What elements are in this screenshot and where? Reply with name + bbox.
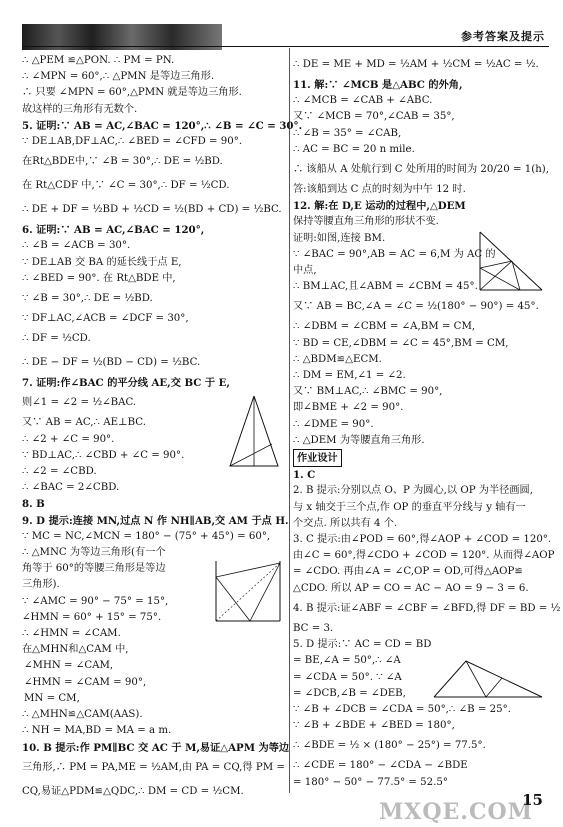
text-line: ∴ DF = ½CD. <box>22 333 91 345</box>
text-line: ∴ AC = BC = 20 n mile. <box>293 143 415 155</box>
text-line: 三角形). <box>22 579 60 591</box>
text-line: 又∵ AB = AC,∴ AE⊥BC. <box>22 417 146 429</box>
header-title: 参考答案及提示 <box>461 30 545 43</box>
text-line: ∴ ∠B = ∠ACB = 30°. <box>22 240 131 252</box>
text-line: ∵ ∠B + ∠BDE + ∠BED = 180°, <box>293 720 455 732</box>
text-line: = ∠CDO. 再由∠A = ∠C,OP = OD,可得△AOP≌ <box>293 566 523 578</box>
text-line: ∵ DE⊥AB 交 BA 的延长线于点 E, <box>22 256 182 268</box>
text-line: ∴ ∠BED = 90°. 在 Rt△BDE 中, <box>22 272 176 284</box>
text-line: = BE,∠A = 50°,∴ ∠A <box>293 655 401 667</box>
text-line: 三角形,∴ PM = PA,ME = ½AM,由 PA = CQ,得 PM = <box>22 761 285 773</box>
text-line: ∴ ∠B = 35° = ∠CAB, <box>293 127 402 139</box>
text-line: 又∵ ∠MCB = 70°,∠CAB = 35°, <box>293 111 455 123</box>
text-line: ∵ BD = CE,∠DBM = ∠C = 45°,BM = CM, <box>293 337 509 349</box>
text-line: ∴ ∠HMN = ∠CAM. <box>22 628 121 640</box>
text-line: = ∠DCB,∠B = ∠DEB, <box>293 687 406 699</box>
page-header <box>0 0 563 42</box>
text-line: 又∵ AB = BC,∠A = ∠C = ½(180° − 90°) = 45°. <box>293 301 539 313</box>
text-line: ∵ ∠B = 30°,∴ DE = ½BD. <box>22 293 153 305</box>
text-line: ∵ ∠B + ∠DCB = ∠CDA = 50°,∴ ∠B = 25°. <box>293 703 511 715</box>
geometry-figure-9 <box>210 555 288 627</box>
text-line: 则∠1 = ∠2 = ½∠BAC. <box>22 397 137 409</box>
text-line: ∠MHN = ∠CAM, <box>24 660 114 672</box>
text-line: 证明:如图,连接 BM. <box>293 232 386 244</box>
text-line: ∴ DE + DF = ½BD + ½CD = ½(BD + CD) = ½BC. <box>22 204 282 216</box>
text-line: 答:该船到达 C 点的时刻为中午 12 时. <box>293 184 466 196</box>
text-line: ∴ ∠2 = ∠CBD. <box>22 466 97 478</box>
text-line: ∵ MC = NC,∠MCN = 180° − (75° + 45°) = 60°, <box>22 530 271 542</box>
problem-9: 9. D 提示:连接 MN,过点 N 作 NH∥AB,交 AM 于点 H. <box>22 514 289 527</box>
text-line: ∵ BD⊥AC,∴ ∠CBD + ∠C = 90°. <box>22 449 185 461</box>
text-line: ∴ ∠DME = 90°. <box>293 418 374 430</box>
page-number: 15 <box>522 791 543 809</box>
text-line: = 180° − 50° − 77.5° = 52.5° <box>293 776 448 788</box>
text-line: ∴ ∠2 + ∠C = 90°. <box>22 433 115 445</box>
text-line: ∴ ∠BDE = ½ × (180° − 25°) = 77.5°. <box>293 740 486 752</box>
text-line: MN = CM, <box>24 692 80 704</box>
text-line: 又∵ BM⊥AC,∴ ∠BMC = 90°, <box>293 386 443 398</box>
text-line: △CDO. 所以 AP = CO = AC − AO = 9 − 3 = 6. <box>293 582 529 594</box>
text-line: 在 Rt△CDF 中,∵ ∠C = 30°,∴ DF = ½CD. <box>22 180 230 192</box>
text-line: 在Rt△BDE中,∵ ∠B = 30°,∴ DE = ½BD. <box>22 156 223 168</box>
text-line: ∵ DE⊥AB,DF⊥AC,∴ ∠BED = ∠CFD = 90°. <box>22 136 243 148</box>
text-line: ∴ △DEM 为等腰直角三角形. <box>293 434 425 446</box>
text-line: ∴ △BDM≌△ECM. <box>293 353 382 365</box>
text-line: ∵ DF⊥AC,∠ACB = ∠DCF = 30°, <box>22 313 189 325</box>
text-line: 保持等腰直角三角形的形状不变. <box>293 216 439 228</box>
problem-10: 10. B 提示:作 PM∥BC 交 AC 于 M,易证△APM 为等边 <box>22 741 290 754</box>
text-line: 故这样的三角形有无数个. <box>22 103 138 115</box>
text-line: = ∠CDA = 50°. ∵ ∠A <box>293 671 402 683</box>
text-line: ∴ DE − DF = ½(BD − CD) = ½BC. <box>22 357 201 369</box>
triangle-figure-12 <box>470 228 548 296</box>
text-line: ∴ BM⊥AC,且∠ABM = ∠CBM = 45°. <box>293 281 478 293</box>
hw-3: 3. C 提示:由∠POD = 60°,得∠AOP + ∠COD = 120°. <box>293 534 552 546</box>
homework-design-badge: 作业设计 <box>293 449 342 467</box>
text-line: ∠HMN = ∠CAM = 90°, <box>24 676 147 688</box>
text-line: 在△MHN和△CAM 中, <box>22 644 129 656</box>
watermark: MXQE.COM <box>378 799 533 825</box>
problem-11: 11. 解:∵ ∠MCB 是△ABC 的外角, <box>293 79 463 91</box>
problem-8: 8. B <box>22 498 45 511</box>
text-line: ∴ 只要 ∠MPN = 60°,△PMN 就是等边三角形. <box>22 87 242 99</box>
text-line: ∴ DM = EM,∠1 = ∠2. <box>293 370 406 382</box>
text-line: ∴ 该船从 A 处航行到 C 处所用的时间为 20/20 = 1(h), <box>293 164 549 176</box>
text-line: ∴ ∠MCB = ∠CAB + ∠ABC. <box>293 95 433 107</box>
section-badge-row <box>293 449 548 467</box>
text-line: ∴ ∠BAC = 2∠CBD. <box>22 482 120 494</box>
triangle-figure-7 <box>222 392 286 474</box>
text-line: 角等于 60°的等腰三角形是等边 <box>22 563 166 575</box>
text-line: ∠HMN = 60° + 15° = 75°. <box>22 611 162 623</box>
text-line: ∴ ∠CDE = 180° − ∠CDA − ∠BDE <box>293 760 468 772</box>
text-line: ∵ ∠AMC = 90° − 75° = 15°, <box>22 595 169 607</box>
text-line: 与 x 轴交于三个点,作 OP 的垂直平分线与 y 轴有一 <box>293 501 526 513</box>
text-line: ∴ △MHN≌△CAM(AAS). <box>22 709 143 721</box>
header-rule <box>22 46 549 47</box>
column-divider <box>289 48 290 793</box>
text-line: BC = 3. <box>293 622 334 634</box>
hw-2: 2. B 提示:分别以点 O、P 为圆心,以 OP 为半径画圆, <box>293 485 533 497</box>
text-line: ∴ DE = ME + MD = ½AM + ½CM = ½AC = ½. <box>293 59 539 70</box>
text-line: ∴ △MNC 为等边三角形(有一个 <box>22 547 166 559</box>
text-line: ∴ NH = MA,BD = MA = a m. <box>22 725 172 737</box>
text-line: ∴ ∠DBM = ∠CBM = ∠A,BM = CM, <box>293 321 476 333</box>
text-line: CQ,易证△PDM≌△QDC,∴ DM = CD = ½CM. <box>22 785 244 797</box>
problem-7: 7. 证明:作∠BAC 的平分线 AE,交 BC 于 E, <box>22 377 230 390</box>
text-line: 中点, <box>293 265 317 277</box>
text-line: ∴ ∠MPN = 60°,∴ △PMN 是等边三角形. <box>22 71 215 83</box>
hw-1: 1. C <box>293 469 316 482</box>
problem-12: 12. 解:在 D,E 运动的过程中,△DEM <box>293 200 466 213</box>
problem-6: 6. 证明:∵ AB = AC,∠BAC = 120°, <box>22 224 205 237</box>
text-line: 个交点. 所以共有 4 个. <box>293 517 398 529</box>
hw-5: 5. D 提示:∵ AC = CD = BD <box>293 639 432 651</box>
hw-4: 4. B 提示:证∠ABF = ∠CBF = ∠BFD,得 DF = BD = ½ <box>293 602 561 614</box>
text-line: 由∠C = 60°,得∠CDO + ∠COD = 120°. 从而得∠AOP <box>293 550 555 562</box>
triangle-figure-hw5 <box>430 655 548 703</box>
text-line: ∴ △PEM ≌△PON. ∴ PM = PN. <box>22 55 175 66</box>
text-line: 即∠BME + ∠2 = 90°. <box>293 402 404 414</box>
text-line: ∵ ∠BAC = 90°,AB = AC = 6,M 为 AC 的 <box>293 248 496 260</box>
problem-5: 5. 证明:∵ AB = AC,∠BAC = 120°,∴ ∠B = ∠C = 30°. <box>22 119 303 132</box>
